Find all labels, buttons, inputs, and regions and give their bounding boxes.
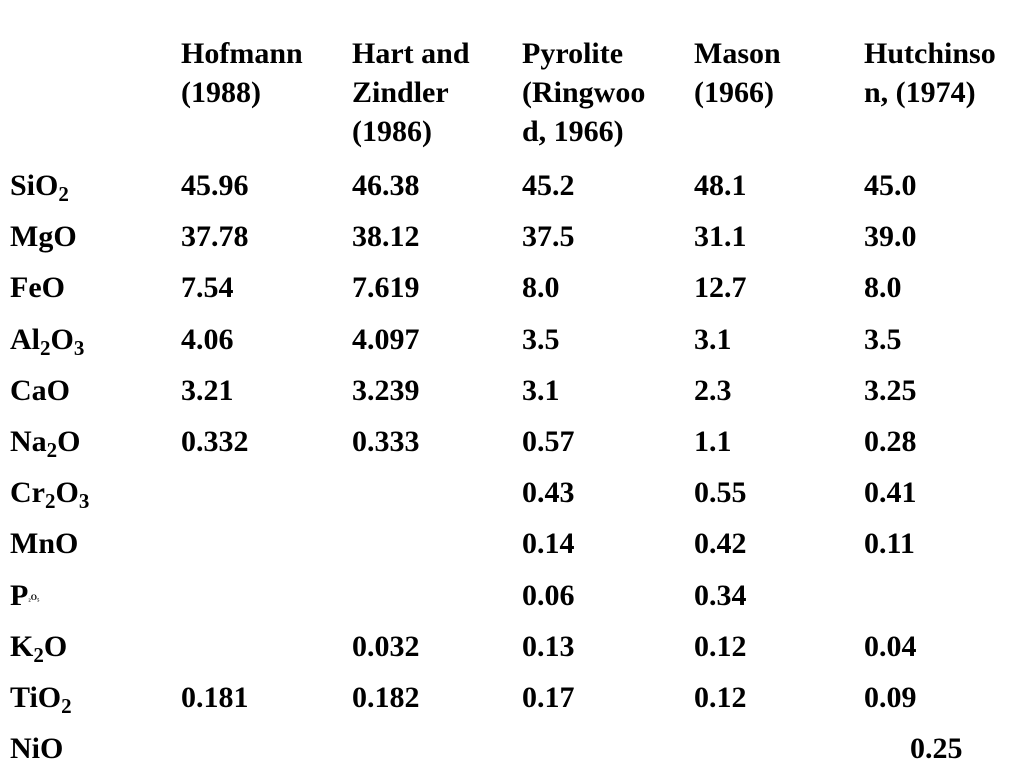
table-cell-value: 0.06: [522, 579, 575, 612]
table-cell-value: 12.7: [694, 271, 747, 304]
table-cell-value: 0.181: [181, 681, 249, 714]
table-cell-value: 31.1: [694, 220, 747, 253]
table-cell-value: 45.0: [864, 169, 917, 202]
oxide-formula-base: K: [10, 630, 34, 663]
table-cell-value: 0.182: [352, 681, 420, 714]
table-cell-value: 0.28: [864, 425, 917, 458]
oxide-formula-base: Na: [10, 425, 47, 458]
table-cell-value: 3.21: [181, 374, 234, 407]
row-label-oxide: [10, 168, 69, 206]
table-cell-value: 0.12: [694, 630, 747, 663]
table-cell-value: 48.1: [694, 169, 747, 202]
oxide-formula-base: SiO: [10, 169, 59, 202]
oxide-formula-base: Al: [10, 323, 40, 356]
table-cell-value: 0.57: [522, 425, 575, 458]
column-header-hutchinson: Hutchinso n, (1974): [864, 37, 996, 109]
column-header-mason: Mason (1966): [694, 37, 781, 109]
oxide-formula-base: MnO: [10, 527, 79, 560]
table-cell-value: 0.14: [522, 527, 575, 560]
oxide-formula-part: 3: [78, 489, 90, 513]
row-label-oxide: [10, 578, 39, 616]
oxide-formula-part: 2: [40, 336, 51, 360]
table-cell-value: 8.0: [522, 271, 560, 304]
oxide-formula-base: Cr: [10, 476, 45, 509]
column-header-hart-zindler: Hart and Zindler (1986): [352, 37, 470, 148]
table-cell-value: 0.04: [864, 630, 917, 663]
table-cell-value: 37.78: [181, 220, 249, 253]
oxide-formula-part: 2: [46, 438, 58, 462]
table-cell-value: 0.332: [181, 425, 249, 458]
row-label-oxide: [10, 424, 81, 462]
oxide-formula-part: O: [50, 323, 74, 356]
table-cell-value: 0.12: [694, 681, 747, 714]
oxide-formula-part: 2: [33, 643, 44, 667]
table-cell-value: 2.3: [694, 374, 732, 407]
row-label-oxide: [10, 219, 77, 255]
oxide-formula-part: 2: [61, 694, 72, 718]
row-label-oxide: [10, 373, 70, 409]
oxide-formula-part: O: [57, 425, 81, 458]
table-cell-value: 3.239: [352, 374, 420, 407]
table-cell-value: 1.1: [694, 425, 732, 458]
oxide-formula-part: 3: [73, 336, 85, 360]
table-cell-value: 3.25: [864, 374, 917, 407]
table-cell-value: 3.1: [522, 374, 560, 407]
oxide-formula-base: MgO: [10, 220, 77, 253]
table-cell-value: 4.097: [352, 323, 420, 356]
oxide-formula-part: ₂O₅: [28, 593, 40, 603]
table-cell-value: 7.619: [352, 271, 420, 304]
row-label-oxide: [10, 322, 84, 360]
oxide-formula-base: P: [10, 579, 29, 612]
row-label-oxide: [10, 526, 78, 562]
table-cell-value: 0.333: [352, 425, 420, 458]
table-cell-value: 38.12: [352, 220, 420, 253]
table-cell-value: 3.5: [522, 323, 560, 356]
oxide-formula-part: O: [55, 476, 79, 509]
table-cell-value: 0.13: [522, 630, 575, 663]
table-cell-value: 8.0: [864, 271, 902, 304]
table-cell-value: 45.96: [181, 169, 249, 202]
table-cell-value: 45.2: [522, 169, 575, 202]
row-label-oxide: [10, 475, 89, 513]
oxide-formula-base: TiO: [10, 681, 62, 714]
table-cell-value: 37.5: [522, 220, 575, 253]
column-header-pyrolite: Pyrolite (Ringwoo d, 1966): [522, 37, 646, 148]
table-cell-value: 0.41: [864, 476, 917, 509]
table-cell-value: 0.17: [522, 681, 575, 714]
table-cell-value: 3.1: [694, 323, 732, 356]
row-label-oxide: [10, 731, 63, 767]
table-cell-value: 0.11: [864, 527, 915, 560]
table-cell-value: 7.54: [181, 271, 234, 304]
table-cell-value: 0.25: [910, 732, 963, 765]
table-cell-value: 46.38: [352, 169, 420, 202]
row-label-oxide: [10, 680, 72, 718]
table-cell-value: 0.42: [694, 527, 747, 560]
table-cell-value: 0.34: [694, 579, 747, 612]
row-label-oxide: [10, 270, 65, 306]
oxide-formula-part: 2: [58, 182, 69, 206]
table-cell-value: 0.55: [694, 476, 747, 509]
table-cell-value: 0.43: [522, 476, 575, 509]
row-label-oxide: [10, 629, 67, 667]
oxide-formula-part: O: [43, 630, 68, 663]
table-cell-value: 4.06: [181, 323, 234, 356]
table-cell-value: 39.0: [864, 220, 917, 253]
table-cell-value: 0.09: [864, 681, 917, 714]
table-cell-value: 0.032: [352, 630, 420, 663]
table-cell-value: 3.5: [864, 323, 902, 356]
oxide-formula-part: 2: [44, 489, 56, 513]
oxide-formula-base: FeO: [10, 271, 65, 304]
oxide-formula-base: CaO: [10, 374, 70, 407]
oxide-formula-base: NiO: [10, 732, 64, 765]
column-header-hofmann: Hofmann (1988): [181, 37, 303, 109]
